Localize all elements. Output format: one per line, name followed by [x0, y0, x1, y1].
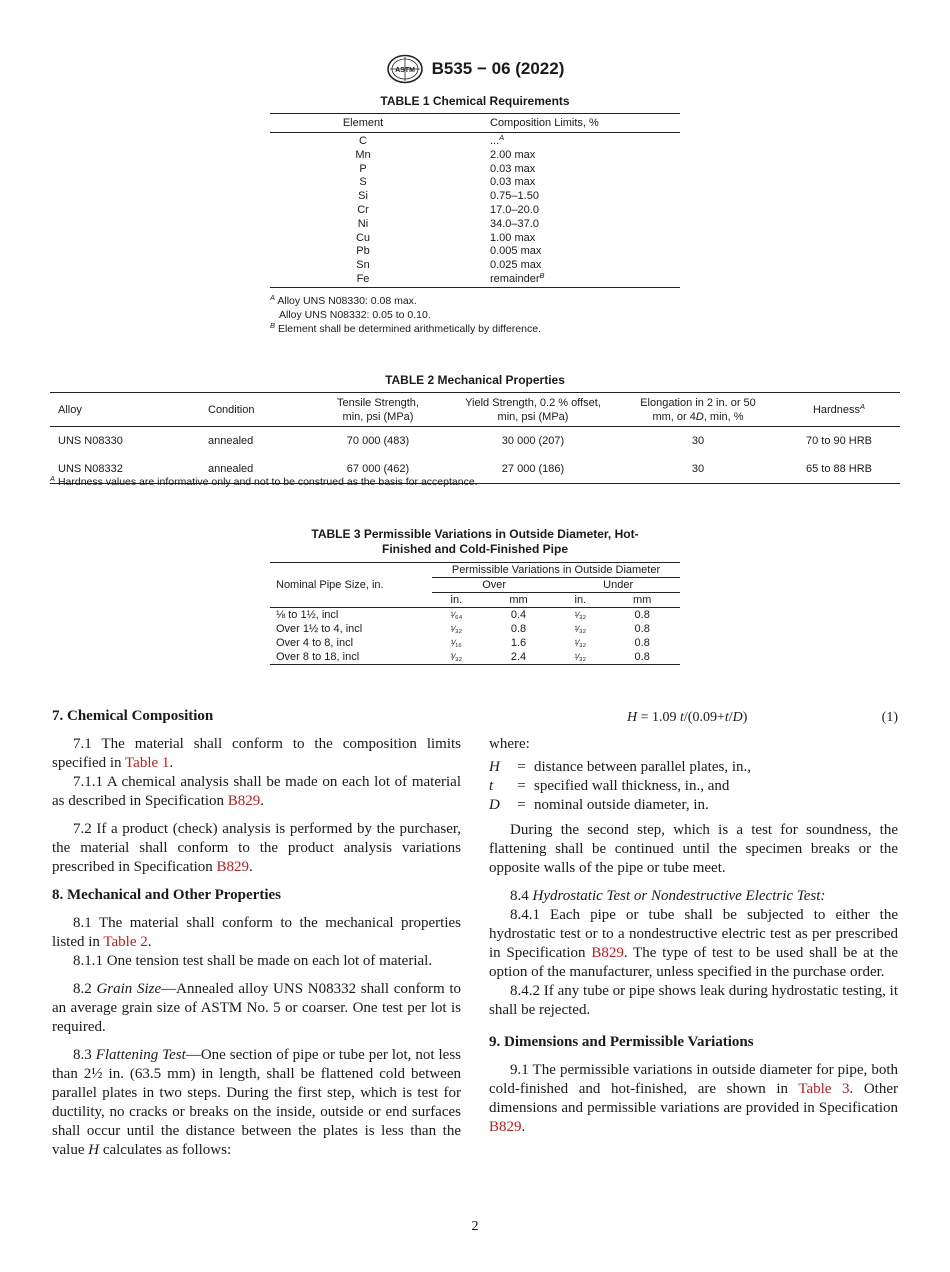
paragraph-8-1: 8.1 The material shall conform to the mechanical properties listed in Table 2.: [52, 915, 461, 950]
table3-header-nps: Nominal Pipe Size, in.: [270, 563, 432, 608]
table2-header-tensile: Tensile Strength, min, psi (MPa): [308, 393, 448, 427]
table3-header-under: Under: [556, 578, 680, 593]
table2-caption: TABLE 2 Mechanical Properties: [385, 373, 565, 387]
table1-header-limits: Composition Limits, %: [456, 114, 680, 133]
b829-link[interactable]: B829: [591, 945, 624, 961]
where-label: where:: [489, 736, 530, 752]
svg-text:ASTM: ASTM: [394, 67, 415, 74]
table2-header-elongation: Elongation in 2 in. or 50 mm, or 4D, min, %: [618, 393, 778, 427]
table-row: Over 1½ to 4, incl ¹⁄₃₂ 0.8 ¹⁄₃₂ 0.8: [276, 623, 650, 635]
table1-footnotes: $^A$ Alloy UNS N08330: 0.08 max. Alloy UNS N08332: 0.05 to 0.10. $^B$ Element shall be determined arithmetically by difference.: [270, 293, 541, 335]
table-row: Sn 0.025 max: [356, 259, 542, 272]
table-row: Fe remainder$^B$: [356, 270, 545, 285]
page-number: 2: [471, 1219, 479, 1234]
astm-logo-icon: [386, 54, 424, 84]
table2-mechanical-properties: [50, 392, 900, 484]
document-title: B535 − 06 (2022): [431, 59, 565, 78]
b829-link[interactable]: B829: [216, 859, 250, 875]
left-column: [52, 707, 461, 1160]
variable-definition: H = distance between parallel plates, in.,: [489, 759, 751, 775]
paragraph-8-1-1: 8.1.1 One tension test shall be made on each lot of material.: [73, 953, 433, 969]
section-9-heading: 9. Dimensions and Permissible Variations: [489, 1034, 754, 1050]
table3-header-over: Over: [432, 578, 556, 593]
table1-header-element: Element: [270, 114, 456, 133]
paragraph-second-step: During the second step, which is a test for soundness, the flattening shall be continued until the specimen breaks or the opposite walls of the pipe or tube meet.: [489, 822, 898, 876]
table-row: Pb 0.005 max: [356, 245, 542, 258]
variable-definition: t = specified wall thickness, in., and: [489, 778, 730, 794]
paragraph-8-4-2: 8.4.2 If any tube or pipe shows leak during hydrostatic testing, it shall be rejected.: [489, 983, 898, 1018]
table-row: ⅛ to 1½, incl ¹⁄₆₄ 0.4 ¹⁄₃₂ 0.8: [276, 609, 650, 621]
table-row: UNS N08330 annealed 70 000 (483) 30 000 (207) 30 70 to 90 HRB: [58, 435, 873, 447]
table3-outside-diameter-variations: Nominal Pipe Size, in. Permissible Variations in Outside Diameter Over Under in. mm in. mm ⅛ to 1½, incl ¹⁄₆₄ 0.4 ¹⁄₃₂ 0.8 Over 1½ to 4, incl ¹⁄₃₂ 0.8 ¹⁄₃₂ 0.8 Over 4 to 8, incl ¹⁄₁₆ 1.6 ¹⁄₃₂ 0.8 Over 8 to 18, incl ³⁄₃₂ 2.4 ¹⁄₃₂ 0.8: [270, 562, 680, 665]
right-column: [489, 707, 898, 1137]
paragraph-7-1-1: 7.1.1 A chemical analysis shall be made on each lot of material as described in Specification B829.: [52, 774, 461, 809]
table1-link[interactable]: Table 1: [125, 755, 170, 771]
table-row: Ni 34.0–37.0: [357, 217, 539, 230]
paragraph-7-1: 7.1 The material shall conform to the composition limits specified in Table 1.: [52, 736, 461, 771]
table-row: C ...$^A$: [359, 133, 505, 147]
b829-link[interactable]: B829: [227, 793, 261, 809]
table2-header-alloy: Alloy: [50, 393, 200, 427]
paragraph-7-2: 7.2 If a product (check) analysis is performed by the purchaser, the material shall conform to the product analysis variations prescribed in Specification B829.: [52, 821, 461, 875]
table2-link[interactable]: Table 2: [103, 934, 148, 950]
table2-header-yield: Yield Strength, 0.2 % offset, min, psi (MPa): [448, 393, 618, 427]
table-row: P 0.03 max: [359, 162, 536, 175]
table-row: Cu 1.00 max: [355, 231, 536, 244]
page-header: [0, 52, 950, 86]
b829-link[interactable]: B829: [489, 1119, 522, 1135]
table-row: Over 8 to 18, incl ³⁄₃₂ 2.4 ¹⁄₃₂ 0.8: [276, 651, 650, 663]
table1-caption: TABLE 1 Chemical Requirements: [380, 94, 570, 108]
table-row: UNS N08332 annealed 67 000 (462) 27 000 (186) 30 65 to 88 HRB: [58, 463, 873, 475]
table2-header-condition: Condition: [200, 393, 308, 427]
table2-footnote: $^A$ Hardness values are informative only and not to be construed as the basis for acceptance.: [50, 474, 478, 488]
table3-header-group: Permissible Variations in Outside Diameter: [432, 563, 680, 578]
paragraph-9-1: 9.1 The permissible variations in outside diameter for pipe, both cold-finished and hot-finished, are shown in Table 3. Other dimensions and permissible variations are provided in Specification B829.: [489, 1062, 898, 1135]
table3-link[interactable]: Table 3: [798, 1081, 850, 1097]
paragraph-8-3: 8.3 Flattening Test—One section of pipe or tube per lot, not less than 2½ in. (63.5 mm) in length, shall be flattened cold between parallel plates in two steps. During the first step, which is test for ductility, no cracks or breaks on the inside, outside or end surfaces shall occur until the distance between the plates is less than the value H calculates as follows:: [52, 1047, 462, 1158]
table-row: S 0.03 max: [359, 176, 536, 189]
equation-1: H = 1.09 t/(0.09+t/D) (1): [489, 707, 898, 729]
variable-definition: D = nominal outside diameter, in.: [489, 797, 709, 813]
table1-chemical-requirements: [270, 113, 680, 288]
paragraph-8-4-1: 8.4.1 Each pipe or tube shall be subjected to either the hydrostatic test or to a nondestructive electric test as per prescribed in Specification B829. The type of test to be used shall be at the option of the manufacturer, unless specified in the purchase order.: [489, 907, 898, 980]
section-7-heading: 7. Chemical Composition: [52, 708, 214, 724]
table2-header-hardness: Hardness$^A$: [778, 393, 900, 427]
paragraph-8-4: 8.4 Hydrostatic Test or Nondestructive Electric Test:: [510, 888, 826, 904]
table-row: Mn 2.00 max: [355, 148, 536, 161]
table3-caption: TABLE 3 Permissible Variations in Outside Diameter, Hot- Finished and Cold-Finished Pipe: [311, 527, 639, 556]
equation-number: (1): [881, 710, 898, 725]
paragraph-8-2: 8.2 Grain Size—Annealed alloy UNS N08332 shall conform to an average grain size of ASTM No. 5 or coarser. One test per lot is required.: [52, 981, 461, 1035]
table-row: Over 4 to 8, incl ¹⁄₁₆ 1.6 ¹⁄₃₂ 0.8: [276, 637, 650, 649]
table-row: Si 0.75–1.50: [358, 190, 539, 203]
table-row: Cr 17.0–20.0: [357, 203, 539, 216]
section-8-heading: 8. Mechanical and Other Properties: [52, 887, 281, 903]
